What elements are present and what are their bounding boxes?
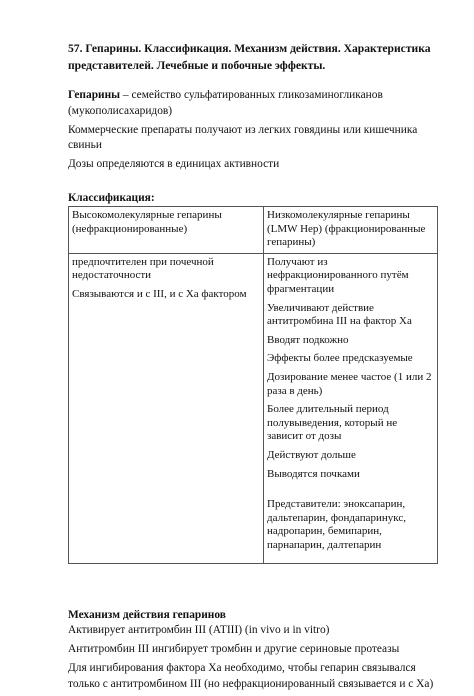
list-item: Связываются и с III, и с Ха фактором bbox=[72, 287, 247, 300]
table-header-cell: Низкомолекулярные гепарины (LMW Hep) (фракционированные гепарины) bbox=[264, 207, 438, 254]
intro-line: Дозы определяются в единицах активности bbox=[68, 158, 280, 170]
intro-line: Коммерческие препараты получают из легких говядины или кишечника свиньи bbox=[68, 123, 418, 151]
mechanism-line: Для ингибирования фактора Ха необходимо, чтобы гепарин связывался только с антитромбином III (но нефракционированный связывается и с Ха) bbox=[68, 662, 434, 690]
classification-heading: Классификация: bbox=[68, 192, 155, 204]
mechanism-heading: Механизм действия гепаринов bbox=[68, 609, 226, 622]
spacer bbox=[68, 564, 438, 608]
table-row bbox=[69, 253, 438, 564]
mechanism-line: Антитромбин III ингибирует тромбин и другие сериновые протеазы bbox=[68, 643, 400, 656]
table-cell bbox=[69, 253, 264, 564]
list-item: Увеличивают действие антитромбина III на фактор Ха bbox=[267, 301, 412, 328]
list-item: Получают из нефракционированного путём фрагментации bbox=[267, 255, 409, 295]
mechanism-line: Активирует антитромбин III (АТIII) (in vivo и in vitro) bbox=[68, 624, 330, 637]
page-title: 57. Гепарины. Классификация. Механизм действия. Характеристика представителей. Лечебные и побочные эффекты. bbox=[68, 42, 431, 72]
list-item: Более длительный период полувыведения, который не зависит от дозы bbox=[267, 403, 398, 443]
classification-table bbox=[68, 206, 438, 564]
list-item: Эффекты более предсказуемые bbox=[267, 352, 413, 365]
document-page bbox=[68, 40, 438, 696]
table-header-cell: Высокомолекулярные гепарины (нефракционированные) bbox=[69, 207, 264, 254]
list-item: Действуют дольше bbox=[267, 448, 356, 461]
spacer bbox=[267, 486, 434, 498]
heparin-term: Гепарины bbox=[68, 89, 121, 101]
table-cell bbox=[264, 253, 438, 564]
list-item: Дозирование менее частое (1 или 2 раза в день) bbox=[267, 370, 432, 397]
spacer bbox=[68, 176, 438, 191]
list-item: предпочтителен при почечной недостаточности bbox=[72, 255, 214, 282]
spacer bbox=[68, 74, 438, 88]
list-item: Выводятся почками bbox=[267, 467, 360, 480]
table-row bbox=[69, 207, 438, 254]
representatives-list: Представители: эноксапарин, дальтепарин, фондапаринукс, надропарин, бемипарин, парнапарин, далтепарин bbox=[267, 498, 406, 551]
intro-definition bbox=[68, 88, 438, 119]
heparin-definition: – семейство сульфатированных гликозаминогликанов (мукополисахаридов) bbox=[68, 89, 383, 117]
list-item: Вводят подкожно bbox=[267, 333, 349, 346]
